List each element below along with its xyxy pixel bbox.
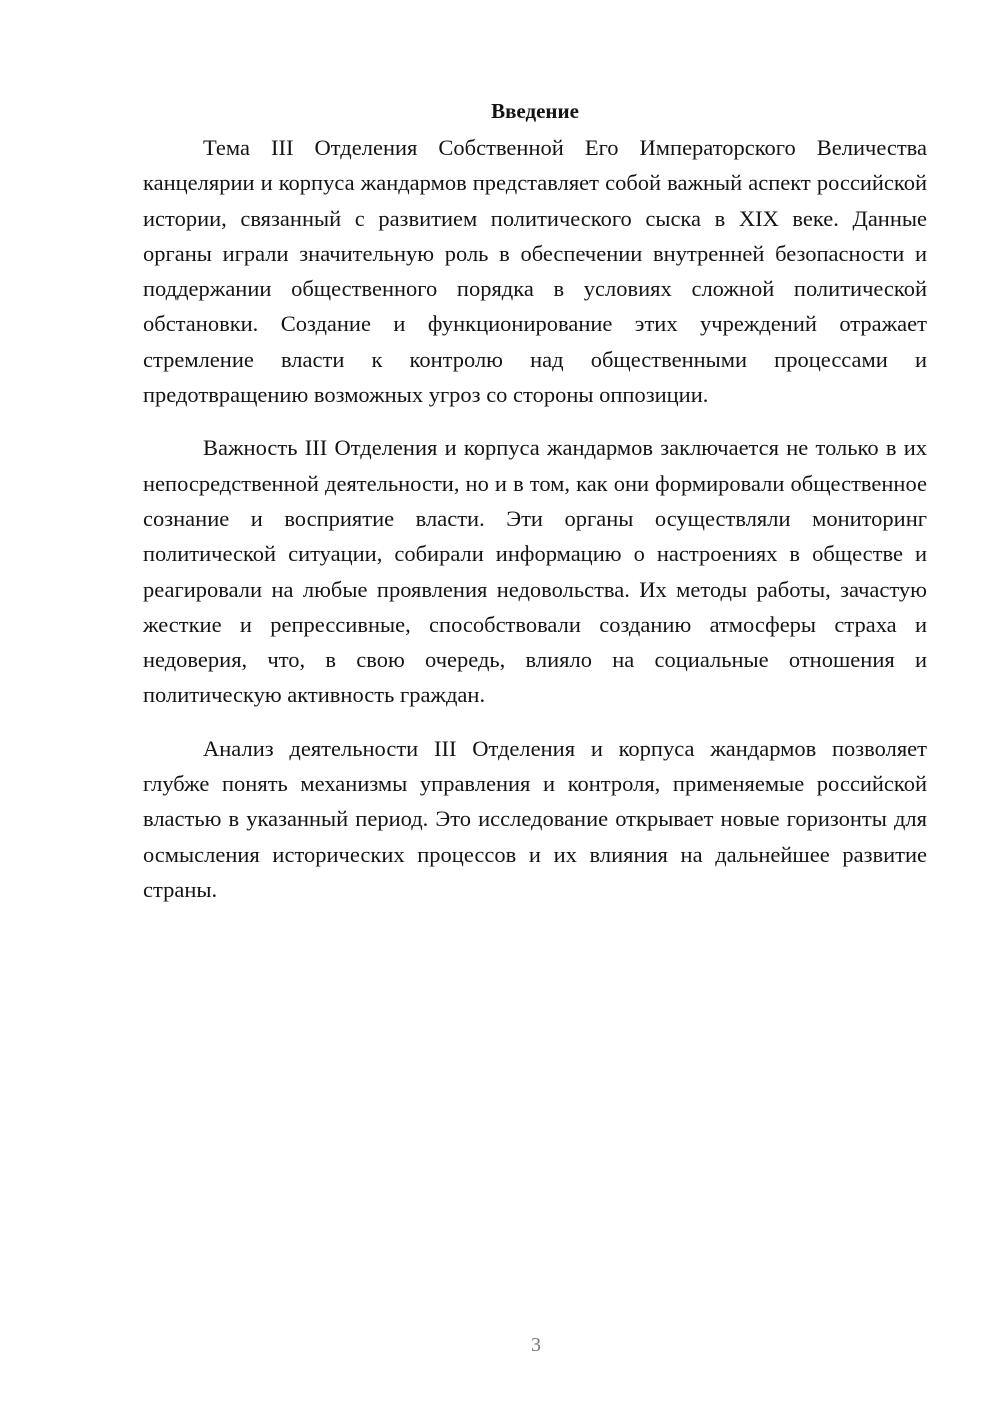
page-number: 3 — [531, 1334, 541, 1356]
paragraph-1: Тема III Отделения Собственной Его Императорского Величества канцелярии и корпуса жандармов представляет собой важный аспект российской истории, связанный с развитием политического сыска в XIX веке. Данные органы играли значительную роль в обеспечении внутренней безопасности и поддержании общественного порядка в условиях сложной политической обстановки. Создание и функционирование этих учреждений отражает стремление власти к контролю над общественными процессами и предотвращению возможных угроз со стороны оппозиции. — [143, 135, 927, 408]
section-heading: Введение — [491, 99, 579, 123]
paragraph-3: Анализ деятельности III Отделения и корпуса жандармов позволяет глубже понять механизмы управления и контроля, применяемые российской властью в указанный период. Это исследование открывает новые горизонты для осмысления исторических процессов и их влияния на дальнейшее развитие страны. — [143, 735, 927, 902]
page-content — [143, 96, 927, 925]
paragraph-2: Важность III Отделения и корпуса жандармов заключается не только в их непосредственной деятельности, но и в том, как они формировали общественное сознание и восприятие власти. Эти органы осуществляли мониторинг политической ситуации, собирали информацию о настроениях в обществе и реагировали на любые проявления недовольства. Их методы работы, зачастую жесткие и репрессивные, способствовали созданию атмосферы страха и недоверия, что, в свою очередь, влияло на социальные отношения и политическую активность граждан. — [143, 435, 927, 708]
